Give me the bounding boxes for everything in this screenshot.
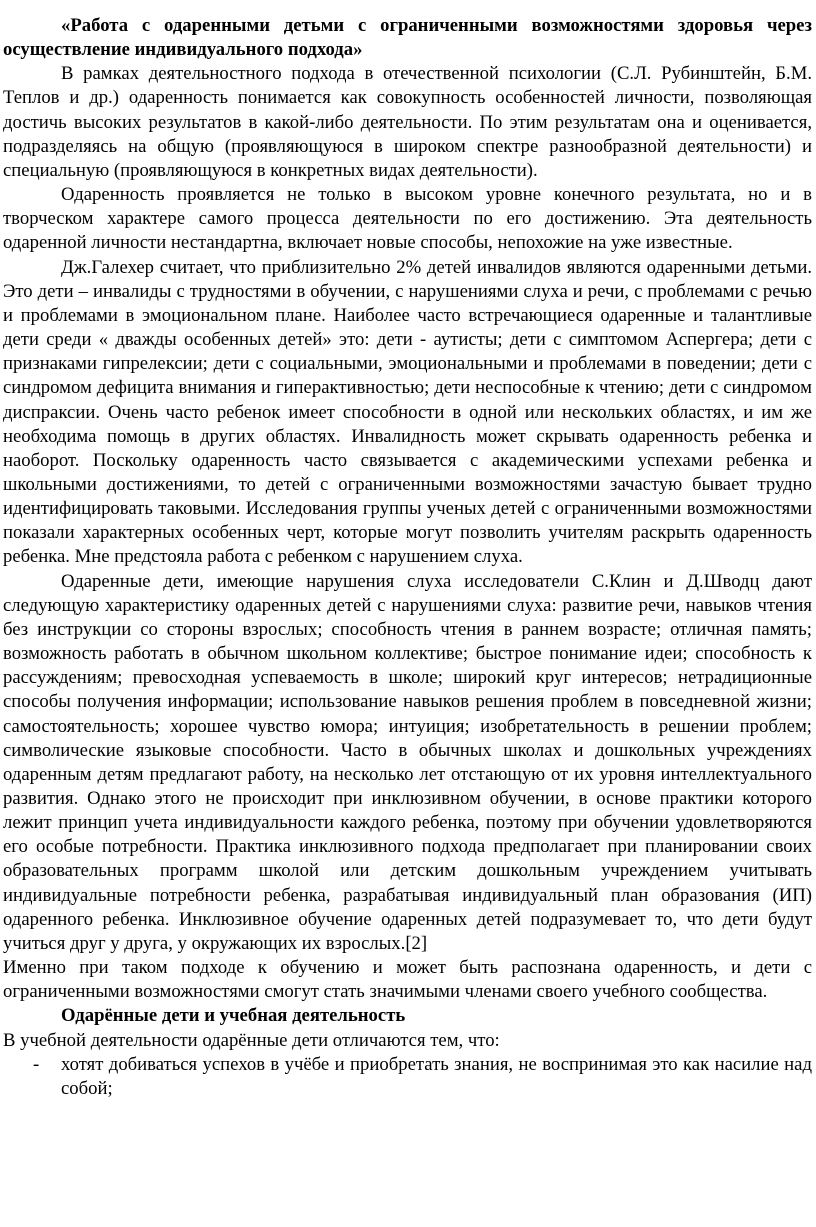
paragraph-inclusive-approach: Именно при таком подходе к обучению и может быть распознана одаренность, и дети с ограниченными возможностями смогут стать значимыми членами своего учебного сообщества. [3, 957, 812, 1003]
list-item [3, 1053, 812, 1101]
list-item-text: хотят добиваться успехов в учёбе и приобретать знания, не воспринимая это как насилие над собой; [61, 1053, 812, 1099]
bullet-list [3, 1053, 812, 1101]
paragraph-activity-approach: В рамках деятельностного подхода в отечественной психологии (С.Л. Рубинштейн, Б.М. Теплов и др.) одаренность понимается как совокупность особенностей личности, позволяющая достичь высоких результатов в какой-либо деятельности. По этим результатам она и оценивается, подразделяясь на общую (проявляющуюся в широком спектре разнообразной деятельности) и специальную (проявляющуюся в конкретных видах деятельности). [3, 63, 812, 181]
paragraph-hearing-impaired: Одаренные дети, имеющие нарушения слуха исследователи С.Клин и Д.Шводц дают следующую характеристику одаренных детей с нарушениями слуха: развитие речи, навыков чтения без инструкции со стороны взрослых; способность чтения в раннем возрасте; отличная память; возможность работать в обычном школьном коллективе; быстрое понимание идеи; способность к рассуждениям; превосходная успеваемость в школе; широкий круг интересов; нетрадиционные способы получения информации; использование навыков решения проблем в повседневной жизни; самостоятельность; хорошее чувство юмора; интуиция; изобретательность в решении проблем; символические языковые способности. Часто в обычных школах и дошкольных учреждениях одаренным детям предлагают работу, на несколько лет отстающую от их уровня интеллектуального развития. Однако этого не происходит при инклюзивном обучении, в основе практики которого лежит принцип учета индивидуальности каждого ребенка, поэтому при обучении удовлетворяются его особые потребности. Практика инклюзивного подхода предполагает при планировании своих образовательных программ школой или детским дошкольным учреждением учитывать индивидуальные потребности ребенка, разрабатывая индивидуальный план образования (ИП) одаренного ребенка. Инклюзивное обучение одаренных детей подразумевает то, что дети будут учиться друг у друга, у окружающих их взрослых.[2] [3, 570, 812, 954]
list-dash: - [33, 1053, 40, 1075]
paragraph-gallagher: Дж.Галехер считает, что приблизительно 2% детей инвалидов являются одаренными детьми. Это дети – инвалиды с трудностями в обучении, с нарушениями слуха и речи, с проблемами с речью и проблемами в эмоциональном плане. Наиболее часто встречающиеся одаренные и талантливые дети среди « дважды особенных детей» это: дети - аутисты; дети с симптомом Аспергера; дети с признаками гипрелексии; дети с социальными, эмоциональными и проблемами в поведении; дети с синдромом дефицита внимания и гиперактивностью; дети неспособные к чтению; дети с синдромом диспраксии. Очень часто ребенок имеет способности в одной или нескольких областях, и им же необходима помощь в других областях. Инвалидность может скрывать одаренность ребенка и наоборот. Поскольку одаренность часто связывается с академическими успехами ребенка и школьными достижениями, то детей с ограниченными возможностями зачастую бывает трудно идентифицировать таковыми. Исследования группы ученых детей с ограниченными возможностями показали характерных особенных черт, которые могут позволить учителям раскрыть одаренность ребенка. Мне предстояла работа с ребенком с нарушением слуха. [3, 256, 812, 568]
intro-line: В учебной деятельности одарённые дети отличаются тем, что: [3, 1029, 500, 1051]
paragraph-giftedness-manifestation: Одаренность проявляется не только в высоком уровне конечного результата, но и в творческом характере самого процесса деятельности по его достижению. Эта деятельность одаренной личности нестандартна, включает новые способы, непохожие на уже известные. [3, 184, 812, 254]
section-subheading: Одарённые дети и учебная деятельность [61, 1005, 406, 1027]
document-title: «Работа с одаренными детьми с ограниченными возможностями здоровья через осуществление индивидуального подхода» [3, 15, 812, 61]
